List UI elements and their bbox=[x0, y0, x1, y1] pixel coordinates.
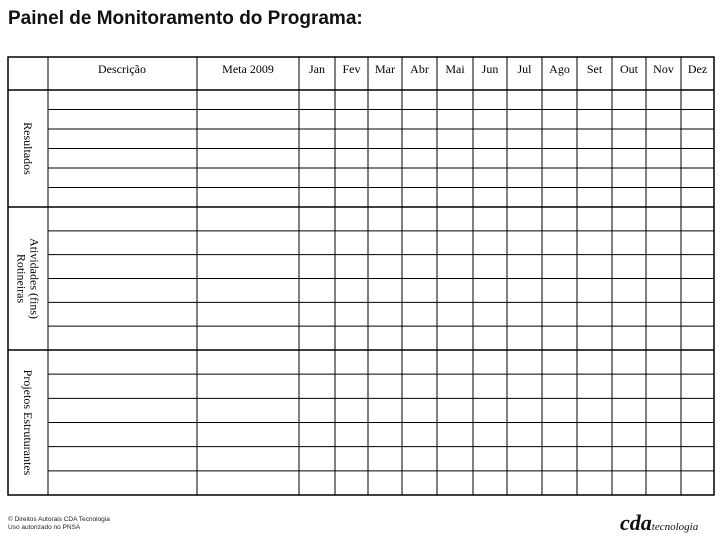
copyright-line-1: © Direitos Autorais CDA Tecnologia bbox=[8, 516, 110, 523]
section-label bbox=[15, 238, 42, 319]
column-header: Meta 2009 bbox=[222, 62, 274, 76]
section-label bbox=[21, 370, 35, 476]
section-label-text: Atividades (fins) bbox=[27, 238, 42, 319]
cda-logo bbox=[620, 510, 698, 536]
section-label bbox=[21, 122, 35, 175]
page-title: Painel de Monitoramento do Programa: bbox=[8, 8, 363, 29]
logo-main-text: cda bbox=[620, 510, 652, 535]
column-header: Jun bbox=[481, 62, 499, 76]
column-header: Jul bbox=[517, 62, 532, 76]
table-border bbox=[8, 57, 714, 495]
column-header: Dez bbox=[687, 62, 708, 76]
copyright-line-2: Uso autorizado no PNSA bbox=[8, 524, 81, 531]
column-header: Set bbox=[586, 62, 603, 76]
section-label-text: Resultados bbox=[21, 122, 35, 175]
column-header: Mai bbox=[445, 62, 465, 76]
column-header: Ago bbox=[549, 62, 570, 76]
copyright-notice bbox=[8, 516, 110, 532]
column-header: Mar bbox=[375, 62, 395, 76]
column-header: Out bbox=[620, 62, 638, 76]
column-header: Fev bbox=[342, 62, 361, 76]
column-header: Jan bbox=[309, 62, 325, 76]
section-label-text: Projetos Estruturantes bbox=[21, 369, 35, 476]
column-header: Abr bbox=[410, 62, 429, 76]
logo-sub-text: tecnologia bbox=[651, 521, 699, 533]
column-header: Nov bbox=[653, 62, 674, 76]
column-header: Descrição bbox=[98, 62, 146, 76]
section-label-text: Rotineiras bbox=[14, 253, 29, 304]
